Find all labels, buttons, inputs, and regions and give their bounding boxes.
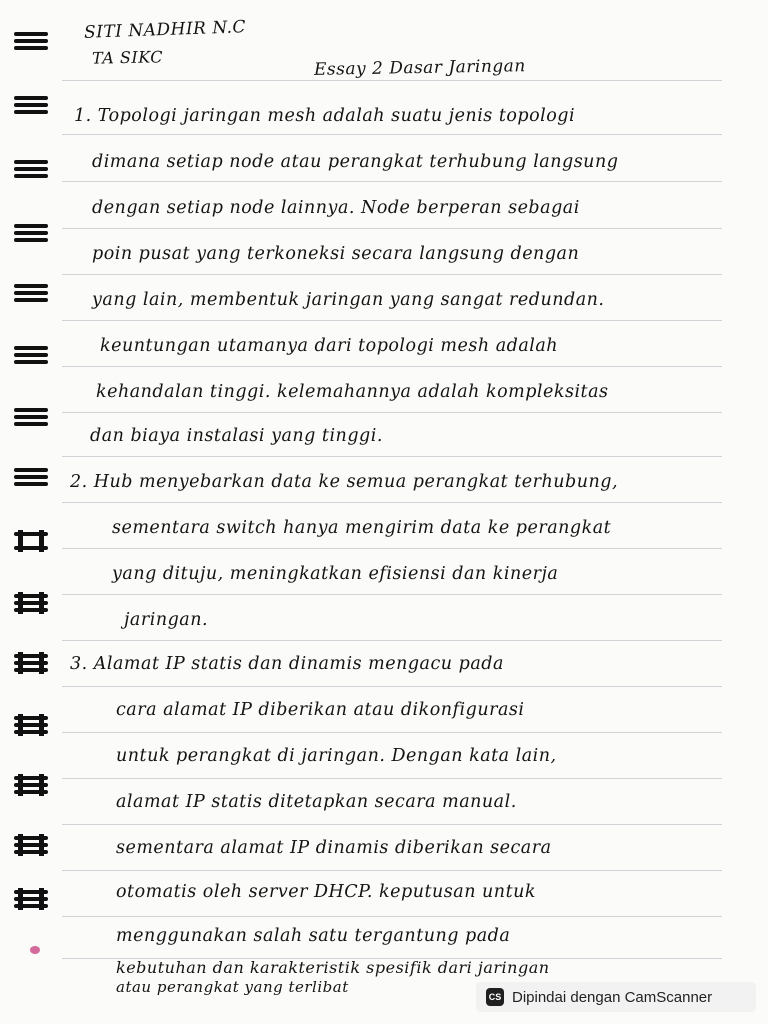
binding-ring xyxy=(14,774,48,796)
essay-line: 2. Hub menyebarkan data ke semua perangkat terhubung, xyxy=(70,472,619,492)
camscanner-label: Dipindai dengan CamScanner xyxy=(512,988,713,1006)
essay-line: poin pusat yang terkoneksi secara langsung dengan xyxy=(92,244,580,264)
essay-line: untuk perangkat di jaringan. Dengan kata lain, xyxy=(116,746,557,766)
ruled-line xyxy=(62,640,722,641)
ruled-line xyxy=(62,916,722,917)
binding-ring xyxy=(14,282,48,304)
ruled-line xyxy=(62,134,722,135)
binding-ring xyxy=(14,652,48,674)
essay-line: yang dituju, meningkatkan efisiensi dan kinerja xyxy=(112,564,559,584)
binding-ring xyxy=(14,94,48,116)
essay-line: kehandalan tinggi. kelemahannya adalah kompleksitas xyxy=(96,382,609,402)
binding-ring xyxy=(14,406,48,428)
binding-ring xyxy=(14,888,48,910)
binding-ring xyxy=(14,30,48,52)
ruled-line xyxy=(62,870,722,871)
essay-line: sementara alamat IP dinamis diberikan secara xyxy=(116,838,552,858)
binding-ring xyxy=(14,158,48,180)
essay-line: jaringan. xyxy=(124,610,209,630)
binding-ring xyxy=(14,592,48,614)
binding-ring-mark xyxy=(30,946,40,954)
essay-line: yang lain, membentuk jaringan yang sangat redundan. xyxy=(92,290,605,310)
essay-line: dan biaya instalasi yang tinggi. xyxy=(90,426,383,446)
ruled-line xyxy=(62,274,722,275)
binding-ring xyxy=(14,530,48,552)
essay-line: cara alamat IP diberikan atau dikonfigurasi xyxy=(116,700,525,720)
ruled-line xyxy=(62,228,722,229)
essay-line: dengan setiap node lainnya. Node berperan sebagai xyxy=(92,198,580,218)
binding-ring xyxy=(14,222,48,244)
essay-line: keuntungan utamanya dari topologi mesh adalah xyxy=(100,336,559,356)
camscanner-badge xyxy=(476,982,756,1012)
ruled-line xyxy=(62,824,722,825)
ruled-line xyxy=(62,80,722,81)
essay-line: otomatis oleh server DHCP. keputusan untuk xyxy=(116,882,536,902)
ruled-line xyxy=(62,778,722,779)
ruled-line xyxy=(62,548,722,549)
ruled-line xyxy=(62,181,722,182)
binding-ring xyxy=(14,714,48,736)
camscanner-icon: CS xyxy=(486,988,504,1006)
essay-title: Essay 2 Dasar Jaringan xyxy=(313,56,526,80)
ruled-line xyxy=(62,412,722,413)
ruled-line xyxy=(62,686,722,687)
ruled-line xyxy=(62,456,722,457)
binding-ring xyxy=(14,344,48,366)
binding-ring xyxy=(14,834,48,856)
binding-ring xyxy=(14,466,48,488)
student-name: SITI NADHIR N.C xyxy=(83,17,247,43)
essay-line: atau perangkat yang terlibat xyxy=(116,978,349,996)
essay-line: kebutuhan dan karakteristik spesifik dari jaringan xyxy=(116,958,550,977)
essay-line: sementara switch hanya mengirim data ke perangkat xyxy=(112,518,612,538)
essay-line: 1. Topologi jaringan mesh adalah suatu jenis topologi xyxy=(74,106,576,126)
student-class: TA SIKC xyxy=(91,47,164,68)
ruled-line xyxy=(62,732,722,733)
ruled-line xyxy=(62,320,722,321)
essay-line: dimana setiap node atau perangkat terhubung langsung xyxy=(92,152,619,172)
ruled-line xyxy=(62,594,722,595)
essay-line: alamat IP statis ditetapkan secara manual. xyxy=(116,792,517,812)
ruled-line xyxy=(62,502,722,503)
ruled-line xyxy=(62,366,722,367)
essay-line: menggunakan salah satu tergantung pada xyxy=(116,926,511,946)
essay-line: 3. Alamat IP statis dan dinamis mengacu pada xyxy=(70,654,504,674)
